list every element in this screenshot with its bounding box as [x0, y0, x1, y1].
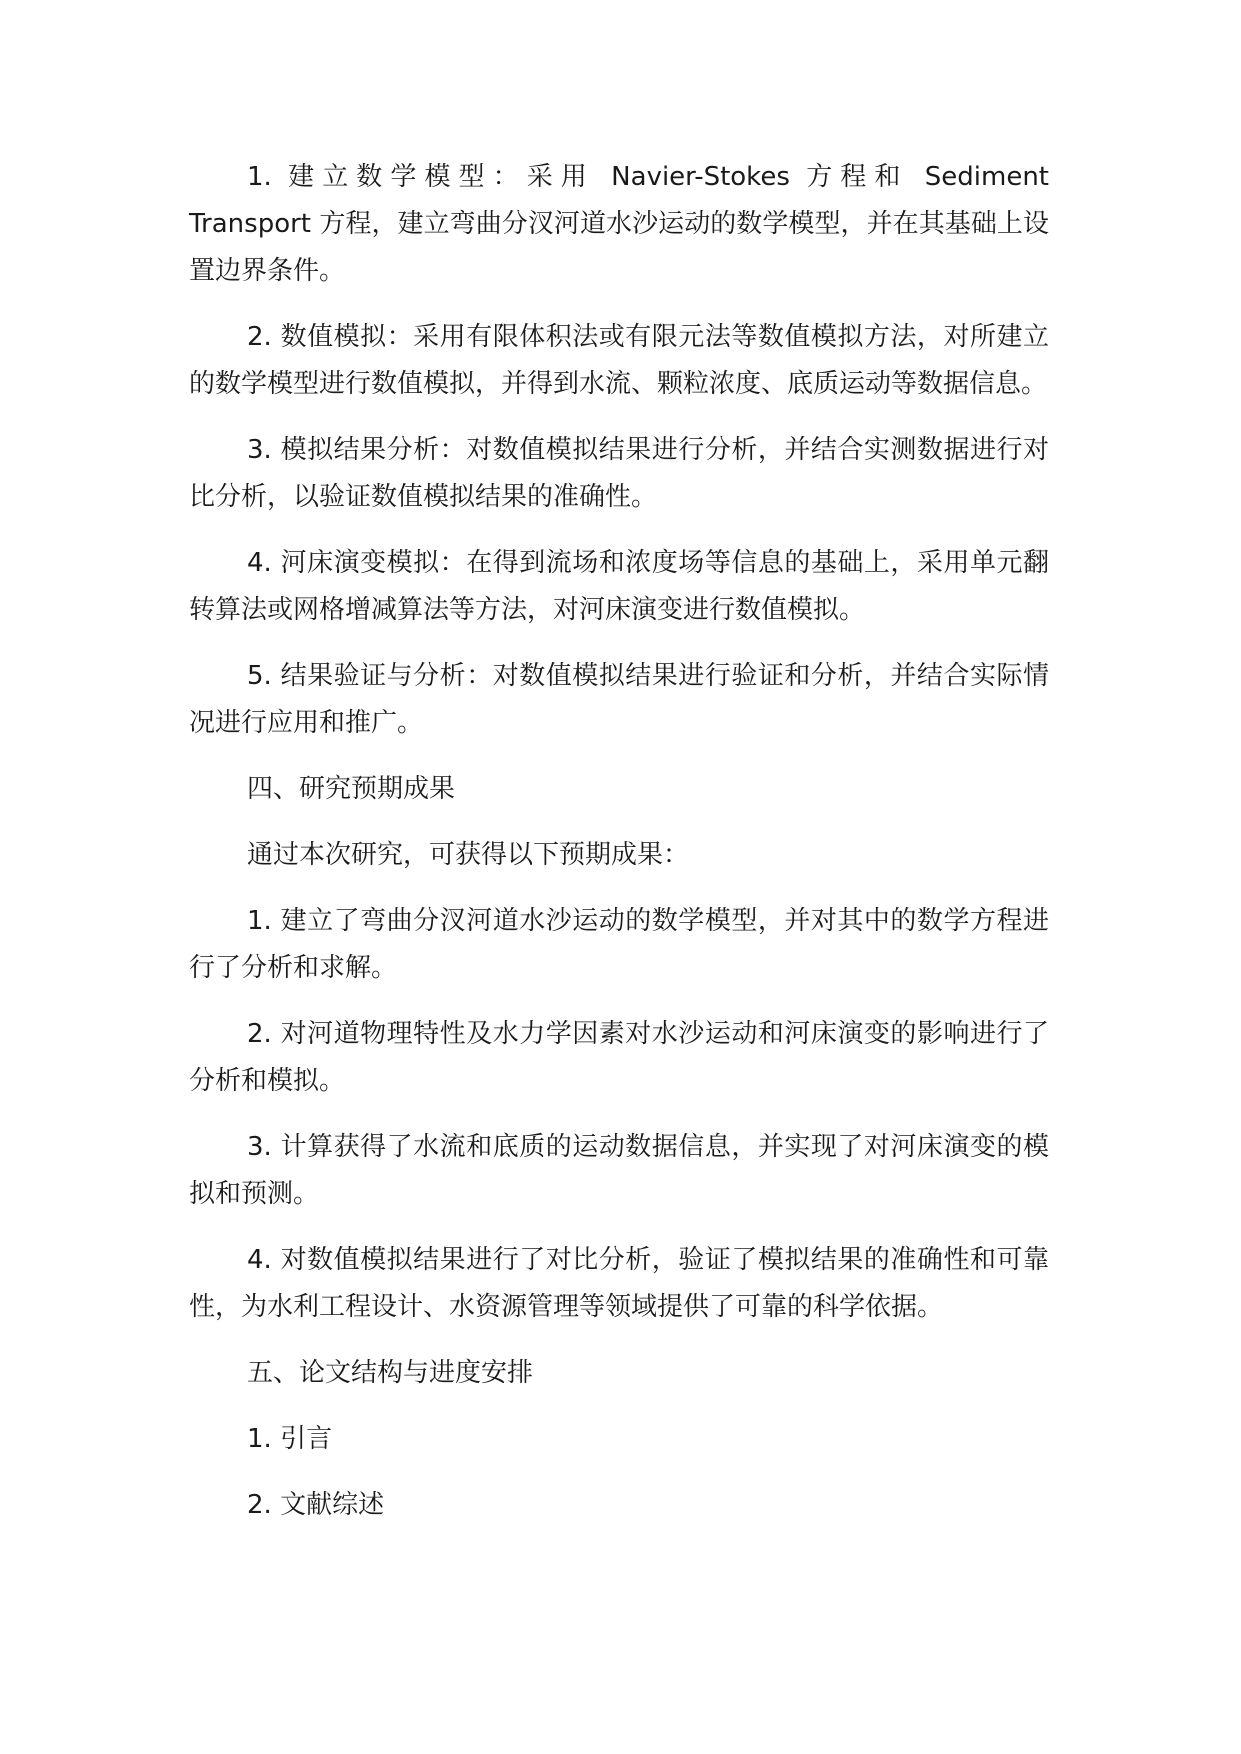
section-heading-expected-results: 四、研究预期成果 — [247, 774, 456, 804]
method-step-5-paragraph: 5. 结果验证与分析：对数值模拟结果进行验证和分析，并结合实际情况进行应用和推广。 — [189, 661, 1049, 738]
document-body — [189, 154, 1049, 1548]
method-step-1-paragraph: 1. 建立数学模型：采用 Navier-Stokes 方程和 Sediment Transport 方程，建立弯曲分汊河道水沙运动的数学模型，并在其基础上设置边界条件。 — [189, 162, 1049, 286]
section-heading-structure-schedule: 五、论文结构与进度安排 — [247, 1358, 534, 1388]
expected-result-2-paragraph: 2. 对河道物理特性及水力学因素对水沙运动和河床演变的影响进行了分析和模拟。 — [189, 1019, 1049, 1096]
outline-item-introduction: 1. 引言 — [247, 1424, 333, 1454]
expected-results-intro: 通过本次研究，可获得以下预期成果： — [247, 840, 690, 870]
expected-result-4-paragraph: 4. 对数值模拟结果进行了对比分析，验证了模拟结果的准确性和可靠性，为水利工程设计、水资源管理等领域提供了可靠的科学依据。 — [189, 1245, 1049, 1322]
method-step-4-paragraph: 4. 河床演变模拟：在得到流场和浓度场等信息的基础上，采用单元翻转算法或网格增减算法等方法，对河床演变进行数值模拟。 — [189, 548, 1049, 625]
expected-result-1-paragraph: 1. 建立了弯曲分汊河道水沙运动的数学模型，并对其中的数学方程进行了分析和求解。 — [189, 906, 1049, 983]
method-step-3-paragraph: 3. 模拟结果分析：对数值模拟结果进行分析，并结合实测数据进行对比分析，以验证数值模拟结果的准确性。 — [189, 435, 1049, 512]
outline-item-literature-review: 2. 文献综述 — [247, 1490, 385, 1520]
expected-result-3-paragraph: 3. 计算获得了水流和底质的运动数据信息，并实现了对河床演变的模拟和预测。 — [189, 1132, 1049, 1209]
method-step-2-paragraph: 2. 数值模拟：采用有限体积法或有限元法等数值模拟方法，对所建立的数学模型进行数值模拟，并得到水流、颗粒浓度、底质运动等数据信息。 — [189, 322, 1049, 399]
